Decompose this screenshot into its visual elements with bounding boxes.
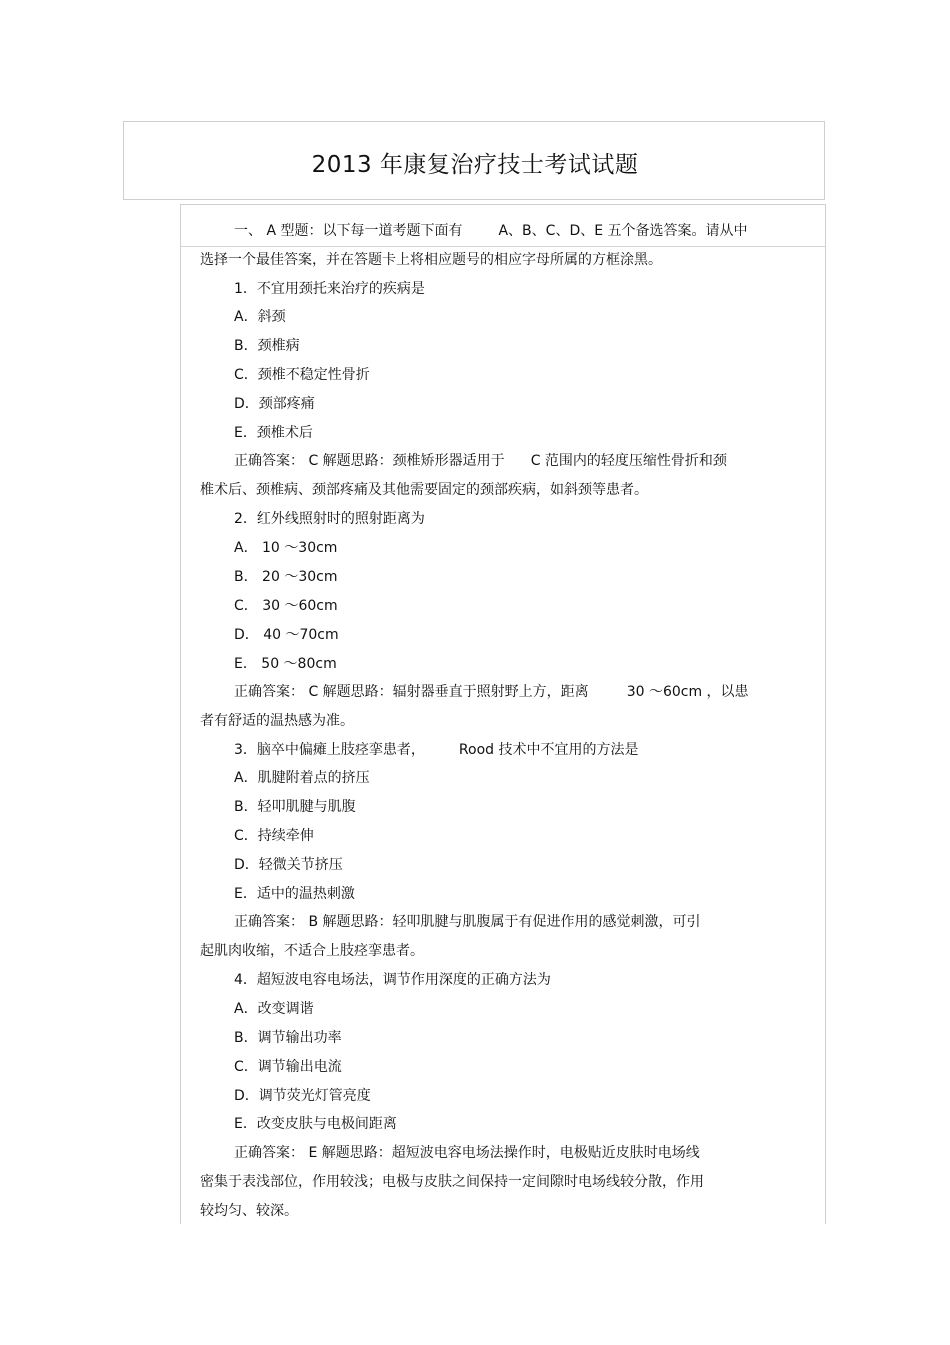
question-4-option-a: A．改变调谐 xyxy=(234,1001,314,1017)
question-1-option-d: D．颈部疼痛 xyxy=(234,396,315,412)
question-1-stem: 1．不宜用颈托来治疗的疾病是 xyxy=(234,281,425,297)
question-1-option-a: A．斜颈 xyxy=(234,309,286,325)
question-2-option-b: B． 20 ～30cm xyxy=(234,569,338,585)
section-intro-line1 xyxy=(234,222,748,240)
header-divider xyxy=(181,246,825,247)
section-intro-line2: 选择一个最佳答案，并在答题卡上将相应题号的相应字母所属的方框涂黑。 xyxy=(200,252,662,268)
page-title: 2013 年康复治疗技士考试试题 xyxy=(311,152,639,178)
question-2-option-a: A． 10 ～30cm xyxy=(234,540,338,556)
question-3-option-e: E．适中的温热刺激 xyxy=(234,886,355,902)
question-3-option-d: D．轻微关节挤压 xyxy=(234,857,343,873)
question-2-option-c: C． 30 ～60cm xyxy=(234,598,338,614)
question-3-option-c: C．持续牵伸 xyxy=(234,828,314,844)
question-1-answer xyxy=(234,452,727,470)
section-intro-part2: A、B、C、D、E 五个备选答案。请从中 xyxy=(498,223,748,239)
question-2-option-d: D． 40 ～70cm xyxy=(234,627,339,643)
question-4-option-e: E．改变皮肤与电极间距离 xyxy=(234,1116,397,1132)
question-2-explanation: 者有舒适的温热感为准。 xyxy=(200,713,354,729)
question-1-explanation: 椎术后、颈椎病、颈部疼痛及其他需要固定的颈部疾病，如斜颈等患者。 xyxy=(200,482,648,498)
question-2-answer-part1: 正确答案： C 解题思路：辐射器垂直于照射野上方，距离 xyxy=(234,684,589,700)
question-1-answer-part1: 正确答案： C 解题思路：颈椎矫形器适用于 xyxy=(234,453,505,469)
question-4-stem: 4．超短波电容电场法，调节作用深度的正确方法为 xyxy=(234,972,551,988)
question-3-explanation: 起肌肉收缩，不适合上肢痉挛患者。 xyxy=(200,943,424,959)
question-3-stem-part2: Rood 技术中不宜用的方法是 xyxy=(458,742,639,758)
question-2-answer xyxy=(234,683,749,701)
question-1-option-b: B．颈椎病 xyxy=(234,338,300,354)
question-3-stem-part1: 3．脑卒中偏瘫上肢痉挛患者， xyxy=(234,742,425,758)
question-2-stem: 2．红外线照射时的照射距离为 xyxy=(234,511,425,527)
question-4-explanation-line2: 较均匀、较深。 xyxy=(200,1203,298,1219)
section-intro-part1: 一、 A 型题：以下每一道考题下面有 xyxy=(234,223,463,239)
question-3-stem xyxy=(234,741,639,759)
question-2-option-e: E． 50 ～80cm xyxy=(234,656,337,672)
question-4-option-c: C．调节输出电流 xyxy=(234,1059,342,1075)
question-1-answer-part2: C 范围内的轻度压缩性骨折和颈 xyxy=(530,453,727,469)
question-1-option-e: E．颈椎术后 xyxy=(234,425,313,441)
question-4-explanation-line1: 密集于表浅部位，作用较浅；电极与皮肤之间保持一定间隙时电场线较分散，作用 xyxy=(200,1174,704,1190)
question-3-option-a: A．肌腱附着点的挤压 xyxy=(234,770,370,786)
question-1-option-c: C．颈椎不稳定性骨折 xyxy=(234,367,370,383)
question-4-option-d: D．调节荧光灯管亮度 xyxy=(234,1088,371,1104)
question-3-option-b: B．轻叩肌腱与肌腹 xyxy=(234,799,356,815)
question-4-option-b: B．调节输出功率 xyxy=(234,1030,342,1046)
question-4-answer: 正确答案： E 解题思路：超短波电容电场法操作时，电极贴近皮肤时电场线 xyxy=(234,1145,700,1161)
question-2-answer-part2: 30 ～60cm ，以患 xyxy=(626,684,749,700)
question-3-answer: 正确答案： B 解题思路：轻叩肌腱与肌腹属于有促进作用的感觉刺激，可引 xyxy=(234,914,701,930)
